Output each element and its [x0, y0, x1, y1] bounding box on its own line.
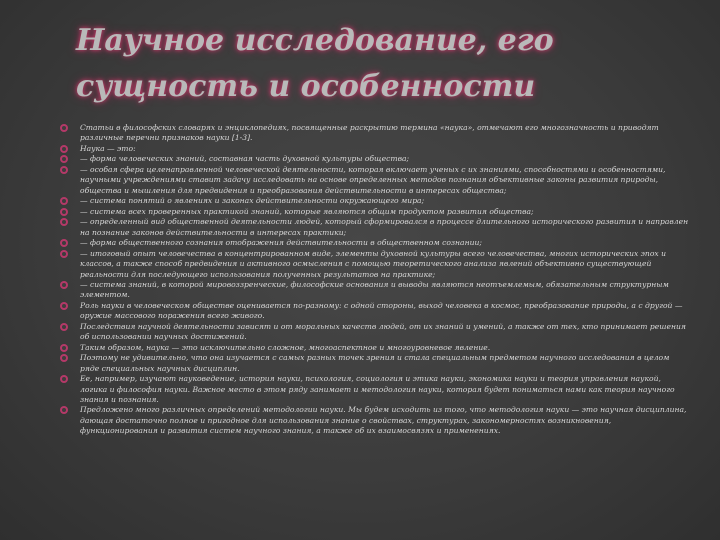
- bullet-icon: [60, 250, 69, 258]
- bullet-icon: [60, 218, 69, 226]
- list-item: [60, 374, 690, 405]
- item-text: Таким образом, наука — это исключительно сложное, многоаспектное и многоуровневое явление.: [80, 342, 491, 352]
- item-text: Наука — это:: [80, 143, 136, 153]
- item-text: Ее, например, изучают науковедение, история науки, психология, социология и этика науки, экономика науки и теория управления наукой, логика и философия науки. Важное место в этом ряду занимает и методология науки, которая будет пониматься нами как теория научного знания и познания.: [80, 374, 675, 404]
- list-item: [60, 123, 690, 144]
- list-item: [60, 207, 690, 217]
- item-text: Последствия научной деятельности зависят и от моральных качеств людей, от их знаний и умений, а также от тех, кто принимает решения об использовании научных достижений.: [80, 321, 686, 342]
- bullet-icon: [60, 166, 69, 174]
- item-text: — система понятий о явлениях и законах действительности окружающего мира;: [80, 196, 425, 206]
- list-item: [60, 238, 690, 248]
- bullet-list: [60, 123, 690, 437]
- bullet-icon: [60, 375, 69, 383]
- item-text: — определенный вид общественной деятельности людей, который сформировался в процессе длительного исторического развития и направлен на познание законов действительности в интересах практики;: [80, 217, 689, 237]
- list-item: [60, 154, 690, 164]
- list-item: [60, 301, 690, 322]
- bullet-icon: [60, 354, 69, 362]
- item-text: — система всех проверенных практикой знаний, которые являются общим продуктом развития общества;: [80, 206, 534, 216]
- list-item: [60, 343, 690, 353]
- list-item: [60, 353, 690, 374]
- list-item: [60, 322, 690, 343]
- bullet-icon: [60, 155, 69, 163]
- item-text: Поэтому не удивительно, что она изучается с самых разных точек зрения и стала специальным предметом научного исследования в целом ряде специальных научных дисциплин.: [80, 353, 670, 373]
- bullet-icon: [60, 406, 69, 414]
- list-item: [60, 405, 690, 436]
- list-item: [60, 165, 690, 196]
- bullet-icon: [60, 344, 69, 352]
- bullet-icon: [60, 302, 69, 310]
- bullet-icon: [60, 124, 69, 132]
- list-item: [60, 217, 690, 238]
- item-text: — особая сфера целенаправленной человеческой деятельности, которая включает ученых с их знаниями, способностями и особенностями, научными учреждениями ставит задачу исследовать на основе определенных методов познания объективные законы развития природы, общества и мышления для предвидения и преобразования действительности в интересах общества;: [80, 165, 666, 195]
- list-item: [60, 144, 690, 154]
- list-item: [60, 249, 690, 280]
- bullet-icon: [60, 239, 69, 247]
- list-item: [60, 280, 690, 301]
- item-text: — итоговый опыт человечества в концентрированном виде, элементы духовной культуры всего человечества, многих исторических эпох и классов, а также способ предвидения и активного осмысления с помощью теоретического анализа явлений объективно существующей реальности для последующего использования полученных результатов на практике;: [80, 248, 666, 279]
- item-text: Предложено много различных определений методологии науки. Мы будем исходить из того, что методология науки — это научная дисциплина, дающая достаточно полное и пригодное для использования знание о свойствах, структурах, закономерностях возникновения, функционирования и развития систем научного знания, а также об их взаимосвязях и применениях.: [80, 405, 687, 436]
- item-text: — форма общественного сознания отображения действительности в общественном сознании;: [80, 238, 482, 248]
- list-item: [60, 196, 690, 206]
- slide-title: Научное исследование, его сущность и особенности: [76, 23, 554, 104]
- bullet-icon: [60, 281, 69, 289]
- bullet-icon: [60, 323, 69, 331]
- item-text: Роль науки в человеческом обществе оценивается по-разному: с одной стороны, выход человека в космос, преобразование природы, а с другой — оружие массового поражения всего живого.: [80, 301, 683, 321]
- item-text: — система знаний, в которой мировоззренческие, философские основания и выводы являются неотъемлемым, обязательным структурным элементом.: [80, 280, 669, 300]
- item-text: Статьи в философских словарях и энциклопедиях, посвященные раскрытию термина «наука», отмечают его многозначность и приводят различные перечни признаков науки [1-3].: [80, 123, 659, 143]
- bullet-icon: [60, 197, 69, 205]
- item-text: — форма человеческих знаний, составная часть духовной культуры общества;: [80, 154, 410, 164]
- bullet-icon: [60, 145, 69, 153]
- bullet-icon: [60, 208, 69, 216]
